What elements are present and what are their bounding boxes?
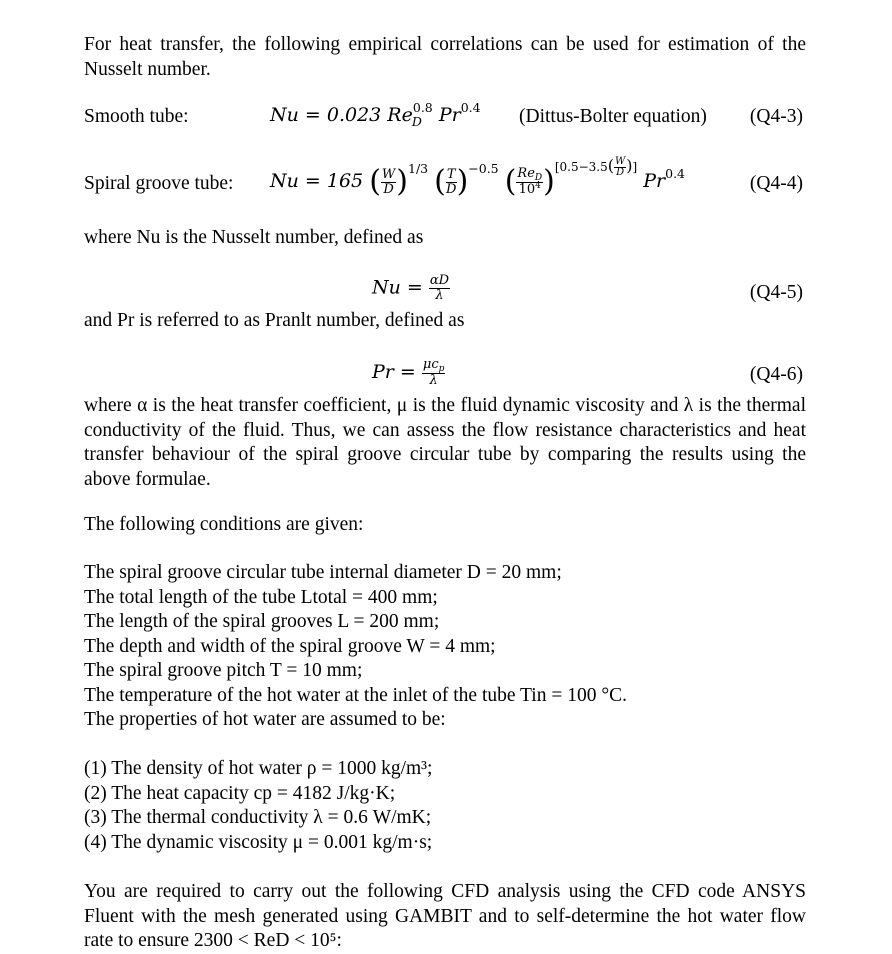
equation-q4-3: [270, 100, 481, 129]
eq-q43-pr-sup: 0.4: [460, 100, 481, 115]
intro-paragraph: For heat transfer, the following empirical correlations can be used for estimation of the Nusselt number.: [84, 34, 806, 80]
condition-item: The properties of hot water are assumed to be:: [84, 709, 446, 730]
equation-number-q4-3: (Q4-3): [749, 106, 803, 127]
conditions-list: [84, 561, 627, 733]
eq-q46-num-sub: p: [438, 364, 445, 374]
eq-q44-f2-den: D: [446, 181, 457, 197]
condition-item: The length of the spiral grooves L = 200 mm;: [84, 611, 440, 632]
eq-q44-f1-num: W: [381, 166, 396, 182]
property-item: (4) The dynamic viscosity μ = 0.001 kg/m·s;: [84, 831, 433, 853]
eq-q43-pr: Pr: [438, 104, 461, 126]
eq-q44-f3-exp-a: [0.5−3.5: [554, 160, 608, 174]
smooth-tube-label: Smooth tube:: [84, 106, 189, 127]
condition-item: The temperature of the hot water at the inlet of the tube Tin = 100 °C.: [84, 684, 628, 706]
eq-q44-f3-den-sup: 4: [535, 180, 541, 191]
eq-q44-f3-num-sub: D: [534, 172, 543, 183]
eq-q43-re-sub: D: [411, 114, 422, 129]
condition-item: The depth and width of the spiral groove W = 4 mm;: [84, 635, 496, 657]
spiral-groove-label: Spiral groove tube:: [84, 173, 234, 194]
eq-q44-f3-exp-num: W: [614, 156, 626, 167]
eq-q46-num: μc: [422, 357, 439, 372]
condition-item: The total length of the tube Ltotal = 400 mm;: [84, 586, 438, 608]
equation-number-q4-5: (Q4-5): [749, 282, 803, 303]
eq-q44-lhs: Nu = 165: [270, 170, 364, 192]
dittus-bolter-note: (Dittus-Bolter equation): [519, 106, 707, 127]
task-paragraph: You are required to carry out the following CFD analysis using the CFD code ANSYS Fluent with the mesh generated using GAMBIT and to self-determine the hot water flow rate to ensure 2300 < ReD < 10⁵:: [84, 881, 806, 951]
eq-q45-den: λ: [435, 288, 444, 303]
eq-q44-f3-exp-den: D: [616, 167, 625, 178]
equation-number-q4-6: (Q4-6): [749, 364, 803, 385]
property-item: (1) The density of hot water ρ = 1000 kg/m³;: [84, 758, 433, 779]
eq-q46-lhs: Pr =: [372, 361, 416, 383]
equation-q4-5: [372, 274, 450, 303]
equation-q4-6: [372, 358, 445, 388]
eq-q44-f1-exp: 1/3: [408, 161, 429, 176]
conditions-heading: The following conditions are given:: [84, 514, 364, 535]
pr-intro-text: and Pr is referred to as Pranlt number, defined as: [84, 310, 465, 331]
eq-q44-f3-num: Re: [517, 165, 535, 181]
eq-q44-pr-sup: 0.4: [665, 166, 686, 181]
property-item: (3) The thermal conductivity λ = 0.6 W/mK;: [84, 807, 432, 828]
eq-q44-f3-exp-b: ]: [632, 160, 638, 174]
eq-q46-den: λ: [429, 373, 438, 388]
eq-q44-f1-den: D: [383, 181, 394, 197]
equation-q4-4: Nu = 165 ( $\frac{W}{D}$ )$^{1/3}$ ( $\frac{T}{D}$ )$^{-0.5}$ ( $\frac{Re_D}{10^4}$ )[0.5−3.5( W D )] $Pr^{0.4}$: [270, 156, 686, 199]
equation-number-q4-4: (Q4-4): [749, 173, 803, 194]
eq-q45-lhs: Nu =: [372, 276, 423, 299]
eq-q43-lhs: Nu = 0.023 Re: [270, 104, 413, 126]
properties-list: [84, 757, 432, 855]
where-alpha-paragraph: where α is the heat transfer coefficient, μ is the fluid dynamic viscosity and λ is the thermal conductivity of the fluid. Thus, we can assess the flow resistance characteristics and heat transfer behaviour of the spiral groove circular tube by comparing the results using the above formulae.: [84, 395, 806, 490]
eq-q45-num: αD: [429, 273, 450, 288]
where-nu-text: where Nu is the Nusselt number, defined as: [84, 227, 424, 248]
eq-q44-f2-num: T: [446, 166, 456, 182]
eq-q43-re-sup: 0.8: [412, 100, 433, 115]
property-item: (2) The heat capacity cp = 4182 J/kg·K;: [84, 782, 396, 804]
eq-q44-pr: Pr: [643, 170, 666, 192]
eq-q44-f2-exp: −0.5: [468, 161, 499, 176]
condition-item: The spiral groove pitch T = 10 mm;: [84, 660, 363, 681]
eq-q44-f3-den: 10: [518, 181, 536, 197]
condition-item: The spiral groove circular tube internal diameter D = 20 mm;: [84, 562, 562, 583]
